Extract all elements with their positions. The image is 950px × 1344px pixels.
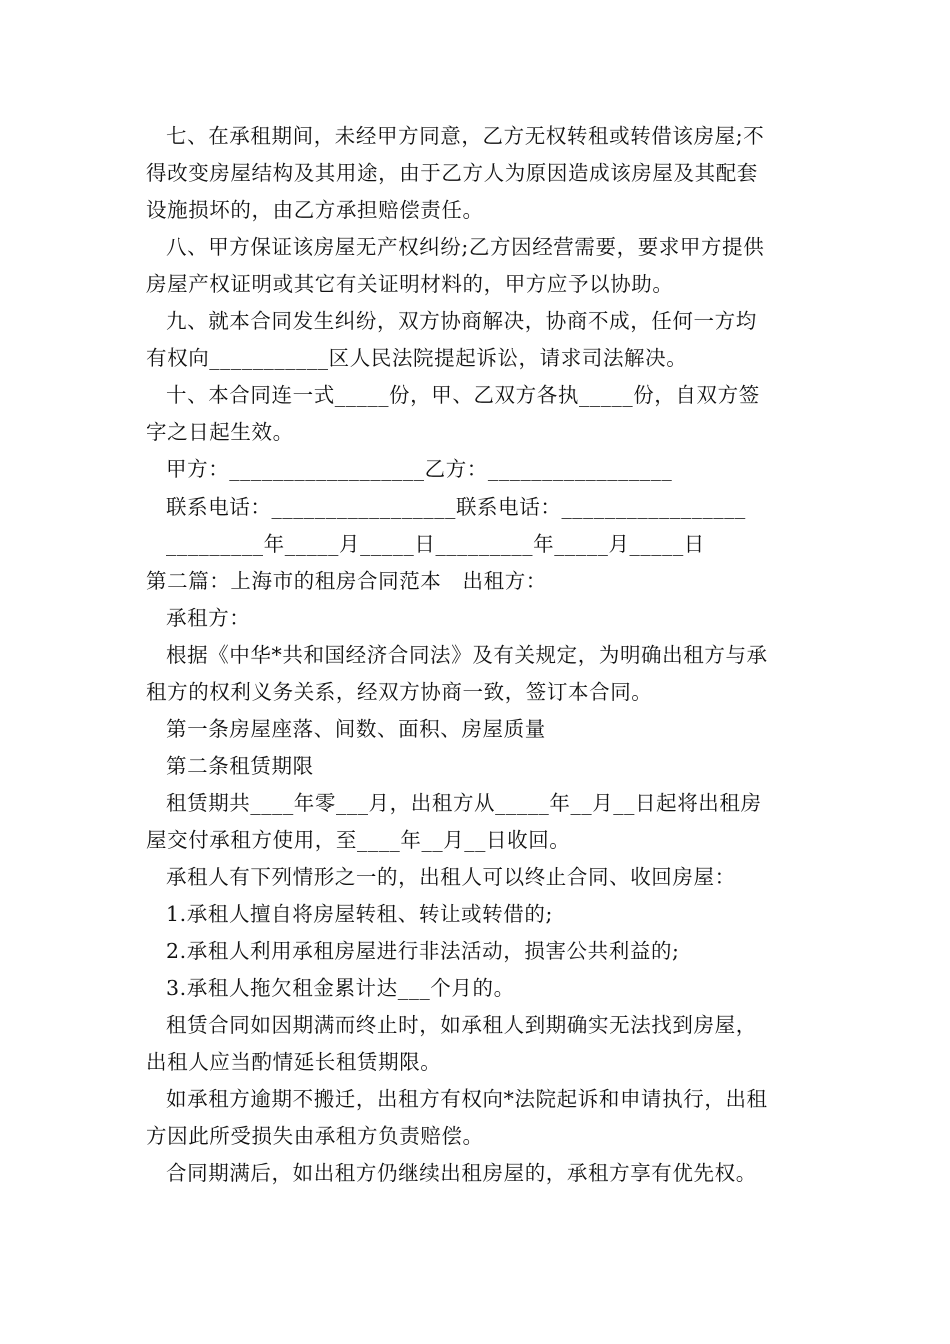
- priority-right-line: 合同期满后，如出租方仍继续出租房屋的，承租方享有优先权。: [166, 1161, 757, 1185]
- overstay-line-1: 如承租方逾期不搬迁，出租方有权向*法院起诉和申请执行，出租: [166, 1087, 768, 1111]
- expiry-line-2: 出租人应当酌情延长租赁期限。: [146, 1050, 442, 1074]
- termination-item-2: 2.承租人利用承租房屋进行非法活动，损害公共利益的;: [166, 939, 680, 963]
- section-two-heading: 第二篇：上海市的租房合同范本 出租方：: [146, 569, 547, 593]
- overstay-line-2: 方因此所受损失由承租方负责赔偿。: [146, 1124, 484, 1148]
- expiry-line-1: 租赁合同如因期满而终止时，如承租人到期确实无法找到房屋，: [166, 1013, 757, 1037]
- lease-term-line-2: 屋交付承租方使用，至____年__月__日收回。: [146, 828, 571, 852]
- clause-7-line-3: 设施损坏的，由乙方承担赔偿责任。: [146, 198, 484, 222]
- lessee-label: 承租方：: [166, 606, 251, 630]
- clause-10-line-1: 十、本合同连一式_____份，甲、乙双方各执_____份，自双方签: [166, 383, 760, 407]
- clause-7-line-2: 得改变房屋结构及其用途，由于乙方人为原因造成该房屋及其配套: [146, 161, 758, 185]
- termination-item-3: 3.承租人拖欠租金累计达___个月的。: [166, 976, 515, 1000]
- article-2-heading: 第二条租赁期限: [166, 754, 314, 778]
- lease-term-line-1: 租赁期共____年零___月，出租方从_____年__月__日起将出租房: [166, 791, 762, 815]
- signature-phones: 联系电话：_________________联系电话：_________________: [166, 495, 746, 519]
- article-1-heading: 第一条房屋座落、间数、面积、房屋质量: [166, 717, 546, 741]
- signature-dates: _________年_____月_____日_________年_____月_____日: [166, 532, 705, 556]
- preamble-line-2: 租方的权利义务关系，经双方协商一致，签订本合同。: [146, 680, 653, 704]
- clause-8-line-1: 八、甲方保证该房屋无产权纠纷;乙方因经营需要，要求甲方提供: [166, 235, 765, 259]
- termination-item-1: 1.承租人擅自将房屋转租、转让或转借的;: [166, 902, 553, 926]
- clause-10-line-2: 字之日起生效。: [146, 420, 294, 444]
- clause-9-line-1: 九、就本合同发生纠纷，双方协商解决，协商不成，任何一方均: [166, 309, 757, 333]
- preamble-line-1: 根据《中华*共和国经济合同法》及有关规定，为明确出租方与承: [166, 643, 768, 667]
- signature-parties: 甲方：__________________乙方：_________________: [166, 457, 673, 481]
- clause-8-line-2: 房屋产权证明或其它有关证明材料的，甲方应予以协助。: [146, 272, 674, 296]
- clause-9-line-2: 有权向___________区人民法院提起诉讼，请求司法解决。: [146, 346, 688, 370]
- clause-7-line-1: 七、在承租期间，未经甲方同意，乙方无权转租或转借该房屋;不: [166, 124, 765, 148]
- termination-intro: 承租人有下列情形之一的，出租人可以终止合同、收回房屋：: [166, 865, 736, 889]
